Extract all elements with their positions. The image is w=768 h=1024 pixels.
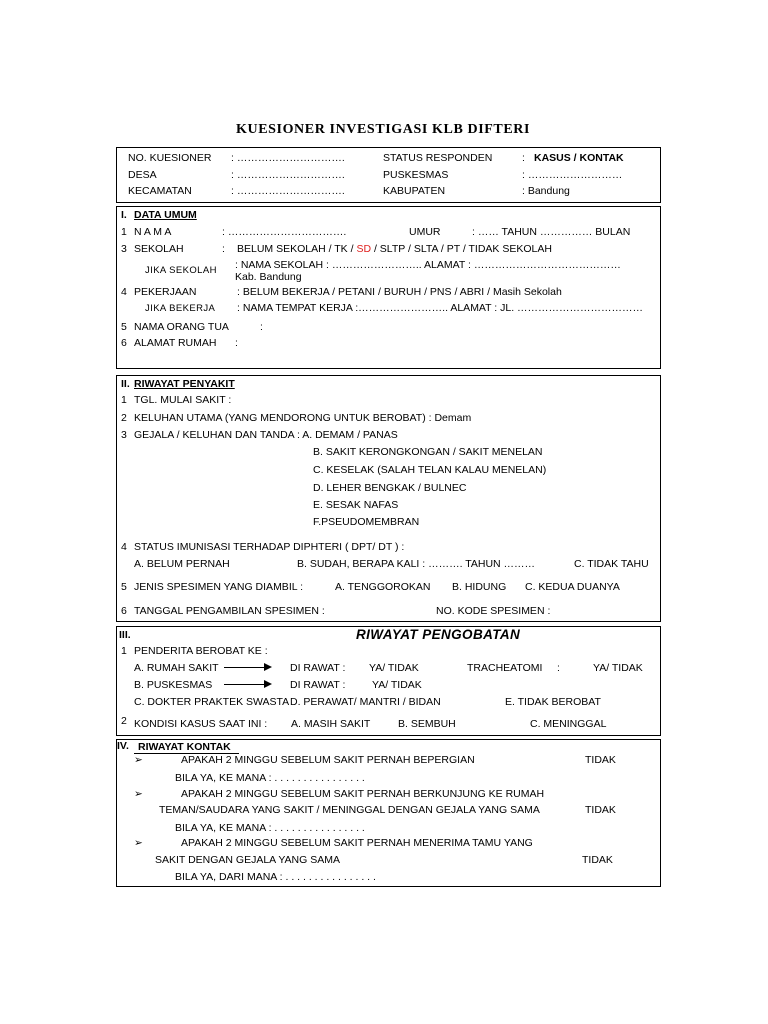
item-number: 3 — [121, 243, 127, 255]
ya-tidak: YA/ TIDAK — [372, 679, 422, 691]
nama-orang-tua-colon: : — [260, 321, 263, 333]
pekerjaan-label: PEKERJAAN — [134, 286, 197, 298]
spesimen-option-c: C. KEDUA DUANYA — [525, 581, 620, 593]
option-tidak-berobat: E. TIDAK BEROBAT — [505, 696, 601, 708]
item-number: 2 — [121, 412, 127, 424]
umur-value: : …… TAHUN …………… BULAN — [472, 226, 631, 238]
kabupaten-label: KABUPATEN — [383, 185, 446, 197]
item-number: 2 — [121, 715, 127, 727]
gejala-item: C. KESELAK (SALAH TELAN KALAU MENELAN) — [313, 464, 547, 476]
section1-title: DATA UMUM — [134, 209, 197, 221]
sekolah-options-part1: BELUM SEKOLAH / TK / — [237, 243, 354, 255]
bullet-arrow-icon: ➢ — [134, 788, 143, 800]
sekolah-sd-option: SD — [356, 243, 372, 255]
status-imunisasi: STATUS IMUNISASI TERHADAP DIPHTERI ( DPT/ DT ) : — [134, 541, 405, 553]
item-number: 4 — [121, 541, 127, 553]
item-number: 3 — [121, 429, 127, 441]
tgl-mulai-sakit: TGL. MULAI SAKIT : — [134, 394, 232, 406]
desa-value: : …………………………. — [231, 169, 345, 181]
kabupaten-value: : Bandung — [522, 185, 570, 197]
section3-title: RIWAYAT PENGOBATAN — [356, 627, 521, 642]
answer-tidak: TIDAK — [582, 854, 613, 866]
sekolah-options-part2: / SLTP / SLTA / PT / TIDAK SEKOLAH — [373, 243, 552, 255]
penderita-berobat: PENDERITA BEROBAT KE : — [134, 645, 268, 657]
question-bepergian: APAKAH 2 MINGGU SEBELUM SAKIT PERNAH BEPERGIAN — [181, 754, 475, 766]
imunisasi-option-a: A. BELUM PERNAH — [134, 558, 230, 570]
imunisasi-option-b: B. SUDAH, BERAPA KALI : ………. TAHUN ……… — [297, 558, 536, 570]
section2-title: RIWAYAT PENYAKIT — [134, 378, 235, 390]
question-berkunjung-cont: TEMAN/SAUDARA YANG SAKIT / MENINGGAL DENGAN GEJALA YANG SAMA — [159, 804, 540, 816]
kondisi-option-a: A. MASIH SAKIT — [291, 718, 371, 730]
tracheatomi-colon: : — [557, 662, 560, 674]
no-kuesioner-value: : …………………………. — [231, 152, 345, 164]
section1-number: I. — [121, 209, 127, 221]
sekolah-label: SEKOLAH — [134, 243, 184, 255]
question-menerima-tamu: APAKAH 2 MINGGU SEBELUM SAKIT PERNAH MENERIMA TAMU YANG — [181, 837, 533, 849]
bila-ya-kemana: BILA YA, KE MANA : . . . . . . . . . . . . . . . . — [175, 772, 365, 784]
item-number: 5 — [121, 581, 127, 593]
puskesmas-label: PUSKESMAS — [383, 169, 449, 181]
item-number: 6 — [121, 605, 127, 617]
alamat-rumah-label: ALAMAT RUMAH — [134, 337, 217, 349]
desa-label: DESA — [128, 169, 157, 181]
kab-bandung-text: Kab. Bandung — [235, 271, 302, 283]
kondisi-kasus: KONDISI KASUS SAAT INI : — [134, 718, 268, 730]
bullet-arrow-icon: ➢ — [134, 837, 143, 849]
gejala-line: GEJALA / KELUHAN DAN TANDA : A. DEMAM / PANAS — [134, 429, 398, 441]
bullet-arrow-icon: ➢ — [134, 754, 143, 766]
question-menerima-tamu-cont: SAKIT DENGAN GEJALA YANG SAMA — [155, 854, 340, 866]
nama-orang-tua-label: NAMA ORANG TUA — [134, 321, 229, 333]
nama-sekolah-line: : NAMA SEKOLAH : …………………….. ALAMAT : …………………………………… — [235, 259, 621, 271]
section2-number: II. — [121, 378, 130, 390]
ya-tidak: YA/ TIDAK — [593, 662, 643, 674]
gejala-item: F.PSEUDOMEMBRAN — [313, 516, 420, 528]
status-colon: : — [522, 152, 525, 164]
kecamatan-label: KECAMATAN — [128, 185, 192, 197]
status-responden-label: STATUS RESPONDEN — [383, 152, 493, 164]
page-title: KUESIONER INVESTIGASI KLB DIFTERI — [236, 122, 531, 137]
option-rumah-sakit: A. RUMAH SAKIT — [134, 662, 219, 674]
option-puskesmas: B. PUSKESMAS — [134, 679, 213, 691]
sekolah-colon: : — [222, 243, 225, 255]
jenis-spesimen: JENIS SPESIMEN YANG DIAMBIL : — [134, 581, 304, 593]
tanggal-pengambilan: TANGGAL PENGAMBILAN SPESIMEN : — [134, 605, 325, 617]
kondisi-option-b: B. SEMBUH — [398, 718, 456, 730]
kecamatan-value: : …………………………. — [231, 185, 345, 197]
gejala-item: D. LEHER BENGKAK / BULNEC — [313, 482, 467, 494]
arrow-right-icon — [264, 680, 272, 688]
answer-tidak: TIDAK — [585, 804, 616, 816]
arrow-right-icon — [264, 663, 272, 671]
gejala-item: B. SAKIT KERONGKONGAN / SAKIT MENELAN — [313, 446, 543, 458]
jika-bekerja-label: JIKA BEKERJA — [145, 303, 216, 314]
arrow-line — [224, 684, 268, 685]
kode-spesimen: NO. KODE SPESIMEN : — [436, 605, 551, 617]
keluhan-utama: KELUHAN UTAMA (YANG MENDORONG UNTUK BEROBAT) : Demam — [134, 412, 472, 424]
nama-label: N A M A — [134, 226, 172, 238]
status-responden-value: KASUS / KONTAK — [534, 152, 624, 164]
bila-ya-darimana: BILA YA, DARI MANA : . . . . . . . . . . . . . . . . — [175, 871, 376, 883]
item-number: 1 — [121, 226, 127, 238]
nama-value: : ……………………………. — [222, 226, 347, 238]
umur-label: UMUR — [409, 226, 441, 238]
dirawat-label: DI RAWAT : — [290, 679, 346, 691]
option-perawat: D. PERAWAT/ MANTRI / BIDAN — [290, 696, 441, 708]
spesimen-option-b: B. HIDUNG — [452, 581, 507, 593]
pekerjaan-options: : BELUM BEKERJA / PETANI / BURUH / PNS / ABRI / Masih Sekolah — [237, 286, 562, 298]
ya-tidak: YA/ TIDAK — [369, 662, 419, 674]
item-number: 1 — [121, 645, 127, 657]
tracheatomi-label: TRACHEATOMI — [467, 662, 543, 674]
spesimen-option-a: A. TENGGOROKAN — [335, 581, 431, 593]
section4-number: IV. — [117, 740, 129, 752]
item-number: 4 — [121, 286, 127, 298]
arrow-line — [224, 667, 268, 668]
answer-tidak: TIDAK — [585, 754, 616, 766]
item-number: 5 — [121, 321, 127, 333]
tempat-kerja-line: : NAMA TEMPAT KERJA :…………………….. ALAMAT : JL. ……………………………… — [237, 302, 644, 314]
jika-sekolah-label: JIKA SEKOLAH — [145, 265, 217, 276]
dirawat-label: DI RAWAT : — [290, 662, 346, 674]
kondisi-option-c: C. MENINGGAL — [530, 718, 607, 730]
no-kuesioner-label: NO. KUESIONER — [128, 152, 212, 164]
item-number: 1 — [121, 394, 127, 406]
alamat-rumah-colon: : — [235, 337, 238, 349]
gejala-item: E. SESAK NAFAS — [313, 499, 399, 511]
item-number: 6 — [121, 337, 127, 349]
bila-ya-kemana: BILA YA, KE MANA : . . . . . . . . . . . . . . . . — [175, 822, 365, 834]
imunisasi-option-c: C. TIDAK TAHU — [574, 558, 649, 570]
section3-number: III. — [119, 629, 131, 641]
question-berkunjung: APAKAH 2 MINGGU SEBELUM SAKIT PERNAH BERKUNJUNG KE RUMAH — [181, 788, 545, 800]
sekolah-options — [237, 244, 552, 255]
section4-title: RIWAYAT KONTAK — [138, 741, 231, 753]
option-dokter-praktek: C. DOKTER PRAKTEK SWASTA — [134, 696, 290, 708]
puskesmas-value: : ……………………… — [522, 169, 623, 181]
